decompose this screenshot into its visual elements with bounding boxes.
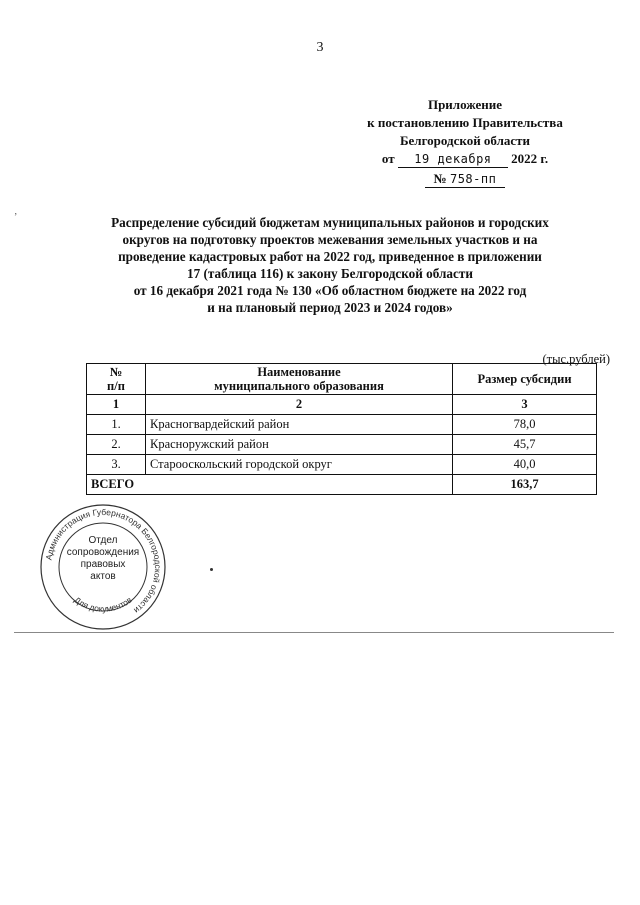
appendix-region-line: Белгородской области <box>399 133 531 148</box>
row-number: 3. <box>87 455 146 475</box>
total-amount: 163,7 <box>453 475 597 495</box>
header-name-line2: муниципального образования <box>214 379 384 393</box>
row-amount: 45,7 <box>453 435 597 455</box>
number-field <box>425 171 505 188</box>
header-amount: Размер субсидии <box>453 364 597 395</box>
row-number: 2. <box>87 435 146 455</box>
row-name: Старооскольский городской округ <box>146 455 453 475</box>
appendix-title: Приложение <box>427 97 503 112</box>
page-number: 3 <box>316 40 324 55</box>
title-line: проведение кадастровых работ на 2022 год, приведенное в приложении <box>118 249 542 264</box>
number-prefix: № <box>433 171 447 186</box>
stamp-center-text <box>58 535 148 583</box>
appendix-header <box>340 96 590 188</box>
column-number: 3 <box>453 395 597 415</box>
appendix-date-line <box>340 150 590 168</box>
subsidy-table <box>86 363 597 495</box>
stamp-ring-text: Администрация Губернатора Белгородской области <box>43 506 164 616</box>
total-label: ВСЕГО <box>87 475 453 495</box>
column-number: 2 <box>146 395 453 415</box>
column-number-row <box>87 395 597 415</box>
date-year: 2022 г. <box>511 151 549 166</box>
title-line: от 16 декабря 2021 года № 130 «Об областном бюджете на 2022 год <box>133 283 527 298</box>
row-name: Красноружский район <box>146 435 453 455</box>
page-divider <box>14 632 614 633</box>
row-number: 1. <box>87 415 146 435</box>
column-number: 1 <box>87 395 146 415</box>
title-line: и на плановый период 2023 и 2024 годов» <box>207 300 453 315</box>
appendix-decree-line: к постановлению Правительства <box>367 115 563 130</box>
row-amount: 40,0 <box>453 455 597 475</box>
header-name-line1: Наименование <box>257 365 341 379</box>
stamp-line: Отдел <box>88 535 118 546</box>
document-title <box>80 214 580 316</box>
margin-mark: ʼ <box>14 212 18 223</box>
title-line: округов на подготовку проектов межевания земельных участков и на <box>122 232 538 247</box>
appendix-number-line <box>340 170 590 188</box>
title-line: 17 (таблица 116) к закону Белгородской области <box>187 266 473 281</box>
table-header-row <box>87 364 597 395</box>
table-row <box>87 455 597 475</box>
date-prefix: от <box>381 151 395 166</box>
scan-speck <box>210 568 213 571</box>
header-number-abbr: п/п <box>107 379 125 393</box>
stamp-line: актов <box>90 571 116 582</box>
header-number <box>87 364 146 395</box>
number-value: 758-пп <box>449 172 497 186</box>
stamp-line: правовых <box>80 559 126 570</box>
total-row <box>87 475 597 495</box>
units-label: (тыс.рублей) <box>542 352 610 366</box>
table-row <box>87 435 597 455</box>
table-row <box>87 415 597 435</box>
header-number-symbol: № <box>109 365 123 379</box>
row-name: Красногвардейский район <box>146 415 453 435</box>
row-amount: 78,0 <box>453 415 597 435</box>
title-line: Распределение субсидий бюджетам муниципальных районов и городских <box>111 215 549 230</box>
stamp-line: сопровождения <box>66 547 140 558</box>
header-name <box>146 364 453 395</box>
date-value: 19 декабря <box>398 152 508 168</box>
stamp-bottom-text: Для документов <box>72 594 134 614</box>
